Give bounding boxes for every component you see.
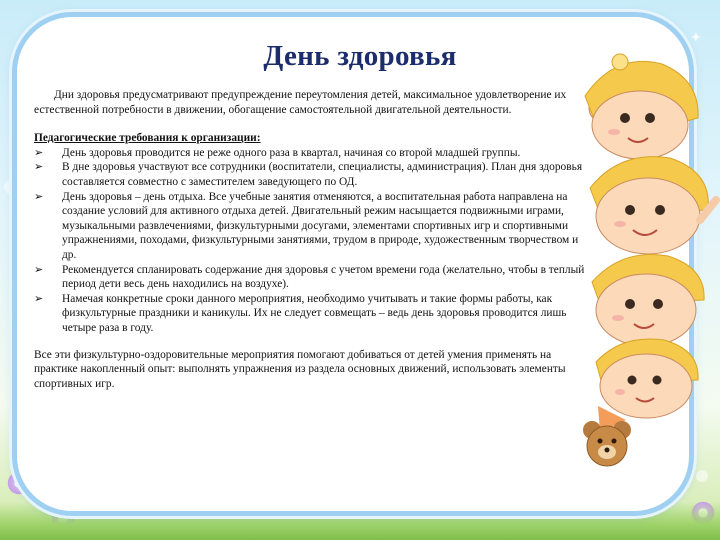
closing-paragraph: Все эти физкультурно-оздоровительные мероприятия помогают добиваться от детей умения применять на практике накопленный опыт: выполнять упражнения из раздела основных движений, использовать элементы спортивных игр. (34, 348, 566, 390)
document-body (34, 88, 594, 391)
arrow-bullet-icon: ➢ (34, 263, 44, 276)
requirements-list (34, 146, 594, 336)
list-item (34, 263, 594, 292)
bubble-shape (696, 470, 708, 482)
intro-paragraph: Дни здоровья предусматривают предупреждение переутомления детей, максимальное удовлетворение их естественной потребности в движении, обогащение самостоятельной двигательной деятельности. (34, 89, 567, 116)
list-item (34, 292, 594, 336)
list-item (34, 146, 594, 161)
list-item (34, 190, 594, 263)
arrow-bullet-icon: ➢ (34, 190, 44, 203)
list-item (34, 160, 594, 189)
page-title: День здоровья (263, 40, 457, 72)
arrow-bullet-icon: ➢ (34, 161, 44, 174)
sparkle-icon: ✦ (690, 31, 702, 46)
arrow-bullet-icon: ➢ (34, 146, 44, 159)
list-item-text: Намечая конкретные сроки данного мероприятия, необходимо учитывать и такие формы работы, как физкультурные праздники и каникулы. Их не следует совмещать – ведь день здоровья проводится лишь четыре раза в году. (62, 292, 567, 334)
list-item-text: День здоровья проводится не реже одного раза в квартал, начиная со второй младшей группы. (62, 146, 521, 159)
list-item-text: Рекомендуется спланировать содержание дня здоровья с учетом времени года (желательно, чтобы в теплый период дети весь день находились на воздухе). (62, 263, 585, 291)
list-item-text: День здоровья – день отдыха. Все учебные занятия отменяются, а воспитательная работа направлена на создание условий для активного отдыха детей. Двигательный режим насыщается подвижными играми, музыкальными развлечениями, физкультурными досугами, элементами спортивных игр и спортивными упражнениями, походами, физкультурными занятиями, трудом в природе, художественным творчеством и др. (62, 190, 579, 261)
requirements-heading: Педагогические требования к организации: (34, 132, 261, 145)
list-item-text: В дне здоровья участвуют все сотрудники (воспитатели, специалисты, администрация). План дня здоровья составляется совместно с заместителем заведующего по ОД. (62, 161, 583, 188)
arrow-bullet-icon: ➢ (34, 292, 44, 305)
